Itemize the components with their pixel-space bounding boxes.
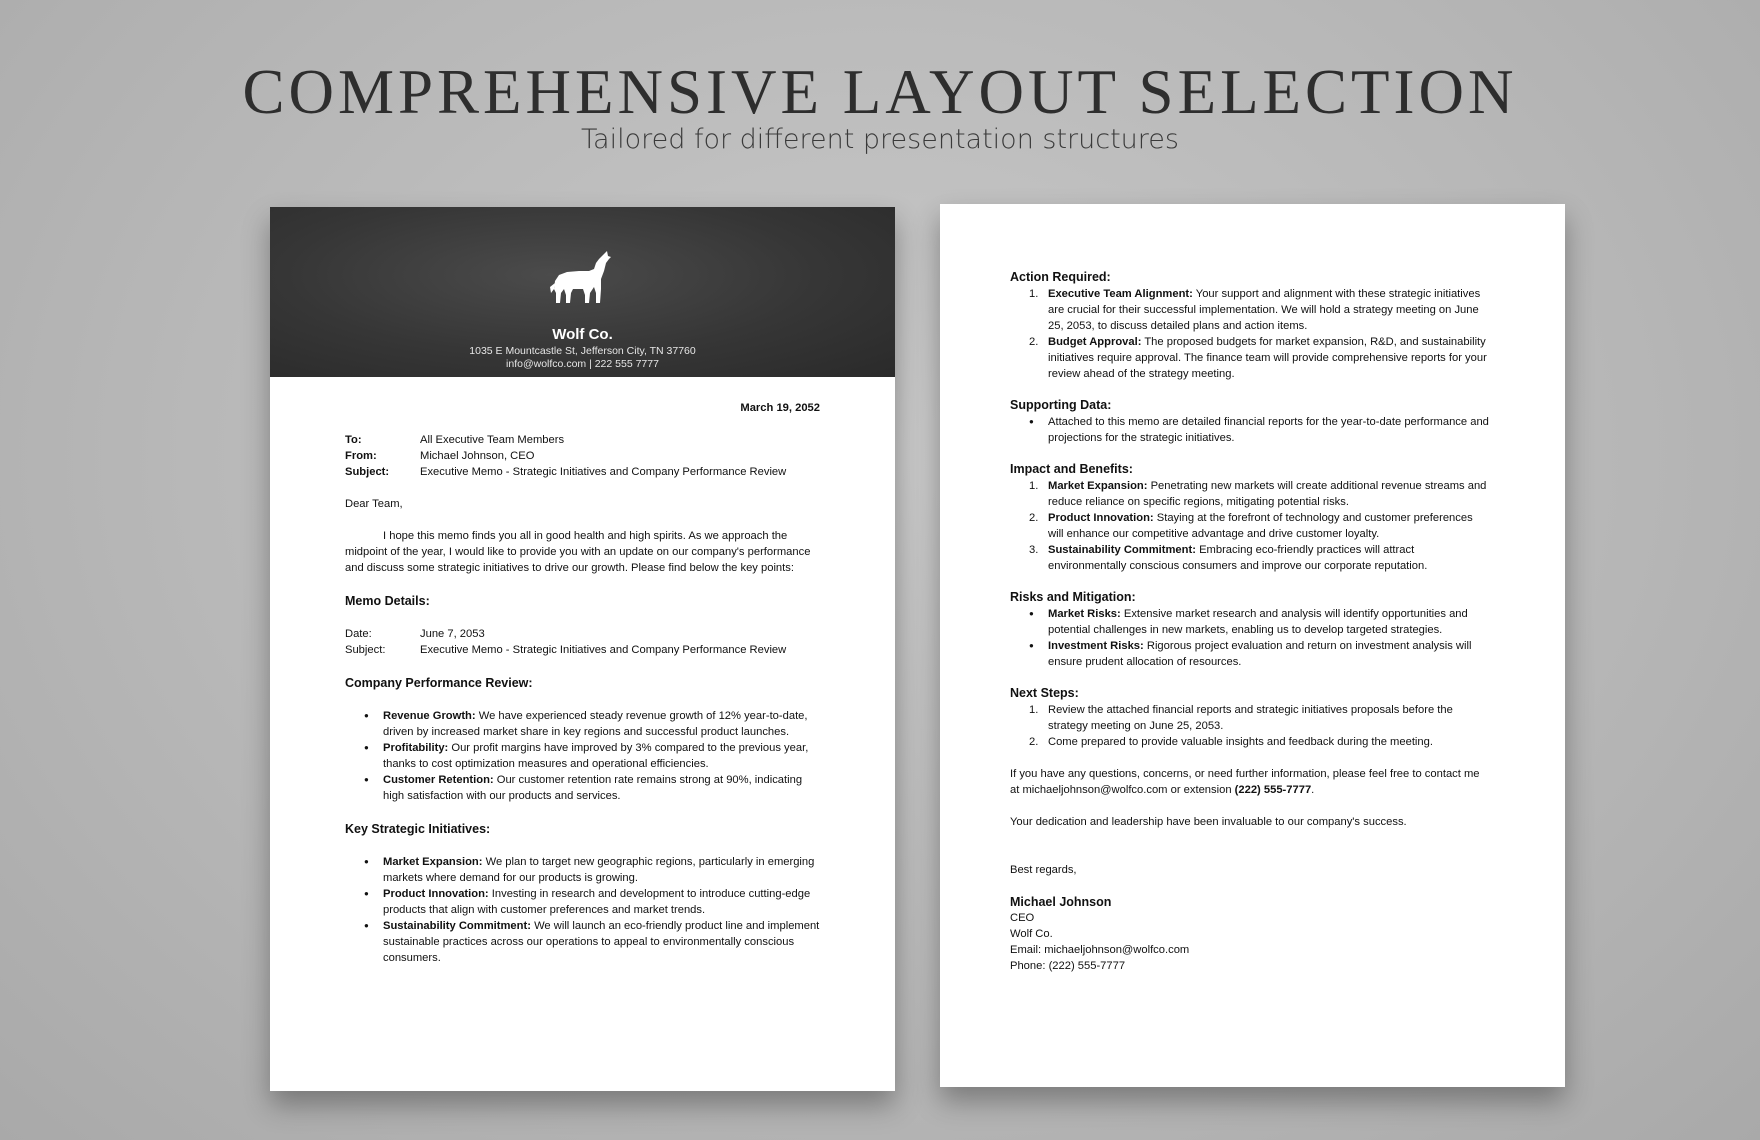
risks-list xyxy=(1010,606,1490,670)
item-label: Budget Approval: xyxy=(1048,336,1142,348)
details-date-row xyxy=(345,626,820,642)
action-list xyxy=(1010,286,1490,382)
regards: Best regards, xyxy=(1010,864,1077,876)
item-text: The proposed budgets for market expansion, R&D, and sustainability initiatives require approval. The finance team will provide comprehensive reports for your review ahead of the strategy meeting. xyxy=(1048,336,1487,380)
subject-row xyxy=(345,464,820,480)
list-item xyxy=(1010,334,1490,382)
company-contact: info@wolfco.com | 222 555 7777 xyxy=(506,358,659,370)
closing-line: Your dedication and leadership have been invaluable to our company's success. xyxy=(1010,816,1407,828)
details-subject-label: Subject: xyxy=(345,644,386,656)
to-value: All Executive Team Members xyxy=(420,434,565,446)
item-number: 1. xyxy=(1029,704,1039,716)
item-number: 1. xyxy=(1029,480,1039,492)
performance-list xyxy=(345,708,820,804)
list-item xyxy=(345,854,820,886)
item-label: Market Expansion: xyxy=(1048,480,1148,492)
hero-subtitle: Tailored for different presentation structures xyxy=(581,124,1179,155)
memo-page-1 xyxy=(270,207,895,1091)
signature-email: Email: michaeljohnson@wolfco.com xyxy=(1010,944,1190,956)
company-address: 1035 E Mountcastle St, Jefferson City, TN 37760 xyxy=(469,345,696,357)
item-text: Staying at the forefront of technology and customer preferences will enhance our competitive advantage and drive customer loyalty. xyxy=(1048,512,1473,540)
performance-heading: Company Performance Review: xyxy=(345,676,533,690)
item-label: Product Innovation: xyxy=(383,888,489,900)
item-label: Profitability: xyxy=(383,742,449,754)
memo-date: March 19, 2052 xyxy=(740,402,820,414)
to-row xyxy=(345,432,820,448)
hero-title: COMPREHENSIVE LAYOUT SELECTION xyxy=(242,57,1518,127)
from-row xyxy=(345,448,820,464)
list-item: ● Attached to this memo are detailed financial reports for the year-to-date performance and projections for the strategic initiatives. xyxy=(1010,414,1490,446)
item-number: 2. xyxy=(1029,336,1039,348)
item-text: Your support and alignment with these strategic initiatives are crucial for their successful implementation. We will hold a strategy meeting on June 25, 2053, to discuss detailed plans and action items. xyxy=(1048,288,1481,332)
list-item xyxy=(345,708,820,740)
contact-paragraph xyxy=(1010,766,1490,798)
from-label: From: xyxy=(345,450,377,462)
impact-list xyxy=(1010,478,1490,574)
item-text: Investing in research and development to introduce cutting-edge products that align with customer preferences and market trends. xyxy=(383,888,811,916)
supporting-heading: Supporting Data: xyxy=(1010,398,1112,412)
signature-name: Michael Johnson xyxy=(1010,895,1112,909)
details-subject-value: Executive Memo - Strategic Initiatives and Company Performance Review xyxy=(420,644,787,656)
item-label: Investment Risks: xyxy=(1048,640,1144,652)
list-item xyxy=(345,772,820,804)
item-text: We plan to target new geographic regions, particularly in emerging markets where demand for our products is growing. xyxy=(383,856,815,884)
item-label: Market Risks: xyxy=(1048,608,1121,620)
intro-paragraph: I hope this memo finds you all in good health and high spirits. As we approach the midpoint of the year, I would like to provide you with an update on our company's performance and discuss some strategic initiatives to drive our growth. Please find below the key points: xyxy=(345,530,811,574)
list-item xyxy=(1010,510,1490,542)
item-label: Revenue Growth: xyxy=(383,710,476,722)
list-item xyxy=(1010,478,1490,510)
item-label: Sustainability Commitment: xyxy=(1048,544,1196,556)
letterhead xyxy=(270,207,895,377)
greeting: Dear Team, xyxy=(345,498,403,510)
details-subject-row xyxy=(345,642,820,658)
memo-page-2 xyxy=(940,204,1565,1087)
next-steps-list xyxy=(1010,702,1490,750)
subject-label: Subject: xyxy=(345,466,390,478)
from-value: Michael Johnson, CEO xyxy=(420,450,535,462)
impact-heading: Impact and Benefits: xyxy=(1010,462,1133,476)
company-name: Wolf Co. xyxy=(552,326,613,343)
next-steps-heading: Next Steps: xyxy=(1010,686,1079,700)
item-text: Review the attached financial reports and strategic initiatives proposals before the strategy meeting on June 25, 2053. xyxy=(1048,704,1453,732)
item-text: Rigorous project evaluation and return on investment analysis will ensure prudent allocation of resources. xyxy=(1048,640,1472,668)
supporting-list xyxy=(1010,414,1490,446)
item-text: Extensive market research and analysis will identify opportunities and potential challenges in new markets, enabling us to develop targeted strategies. xyxy=(1048,608,1468,636)
risks-heading: Risks and Mitigation: xyxy=(1010,590,1136,604)
to-label: To: xyxy=(345,434,362,446)
item-label: Product Innovation: xyxy=(1048,512,1154,524)
details-date-label: Date: xyxy=(345,628,372,640)
list-item xyxy=(1010,542,1490,574)
subject-value: Executive Memo - Strategic Initiatives and Company Performance Review xyxy=(420,466,787,478)
signature-title: CEO xyxy=(1010,912,1035,924)
item-text: Penetrating new markets will create additional revenue streams and reduce reliance on specific regions, mitigating potential risks. xyxy=(1048,480,1487,508)
item-text: Our profit margins have improved by 3% compared to the previous year, thanks to cost optimization measures and operational efficiencies. xyxy=(383,742,809,770)
item-number: 2. xyxy=(1029,736,1039,748)
item-label: Customer Retention: xyxy=(383,774,494,786)
contact-end: . xyxy=(1311,784,1315,796)
item-text: We have experienced steady revenue growth of 12% year-to-date, driven by increased market share in key regions and successful product launches. xyxy=(383,710,808,738)
initiatives-heading: Key Strategic Initiatives: xyxy=(345,822,491,836)
item-text: We will launch an eco-friendly product line and implement sustainable practices across our operations to appeal to environmentally conscious consumers. xyxy=(383,920,820,964)
list-item xyxy=(1010,286,1490,334)
list-item xyxy=(345,918,820,966)
contact-extension: (222) 555-7777 xyxy=(1234,784,1312,796)
item-label: Market Expansion: xyxy=(383,856,483,868)
list-item xyxy=(1010,606,1490,638)
memo-body-2 xyxy=(1010,268,1490,974)
list-item xyxy=(1010,702,1490,734)
item-number: 2. xyxy=(1029,512,1039,524)
item-label: Sustainability Commitment: xyxy=(383,920,531,932)
memo-details-heading: Memo Details: xyxy=(345,594,430,608)
item-text: Our customer retention rate remains strong at 90%, indicating high satisfaction with our products and services. xyxy=(383,774,803,802)
list-item xyxy=(345,740,820,772)
initiatives-list xyxy=(345,854,820,966)
wolf-howling-icon xyxy=(549,249,613,305)
item-number: 3. xyxy=(1029,544,1039,556)
contact-text: If you have any questions, concerns, or need further information, please feel free to contact me at michaeljohnson@wolfco.com or extension xyxy=(1010,768,1480,796)
details-date-value: June 7, 2053 xyxy=(420,628,485,640)
memo-body-1 xyxy=(345,400,820,966)
item-text: Come prepared to provide valuable insights and feedback during the meeting. xyxy=(1048,736,1433,748)
list-item xyxy=(345,886,820,918)
item-text: Embracing eco-friendly practices will attract environmentally conscious consumers and improve our corporate reputation. xyxy=(1048,544,1428,572)
signature-phone: Phone: (222) 555-7777 xyxy=(1010,960,1126,972)
list-item xyxy=(1010,734,1490,750)
item-label: Executive Team Alignment: xyxy=(1048,288,1193,300)
list-item xyxy=(1010,638,1490,670)
action-heading: Action Required: xyxy=(1010,270,1111,284)
item-number: 1. xyxy=(1029,288,1039,300)
signature-company: Wolf Co. xyxy=(1010,928,1053,940)
